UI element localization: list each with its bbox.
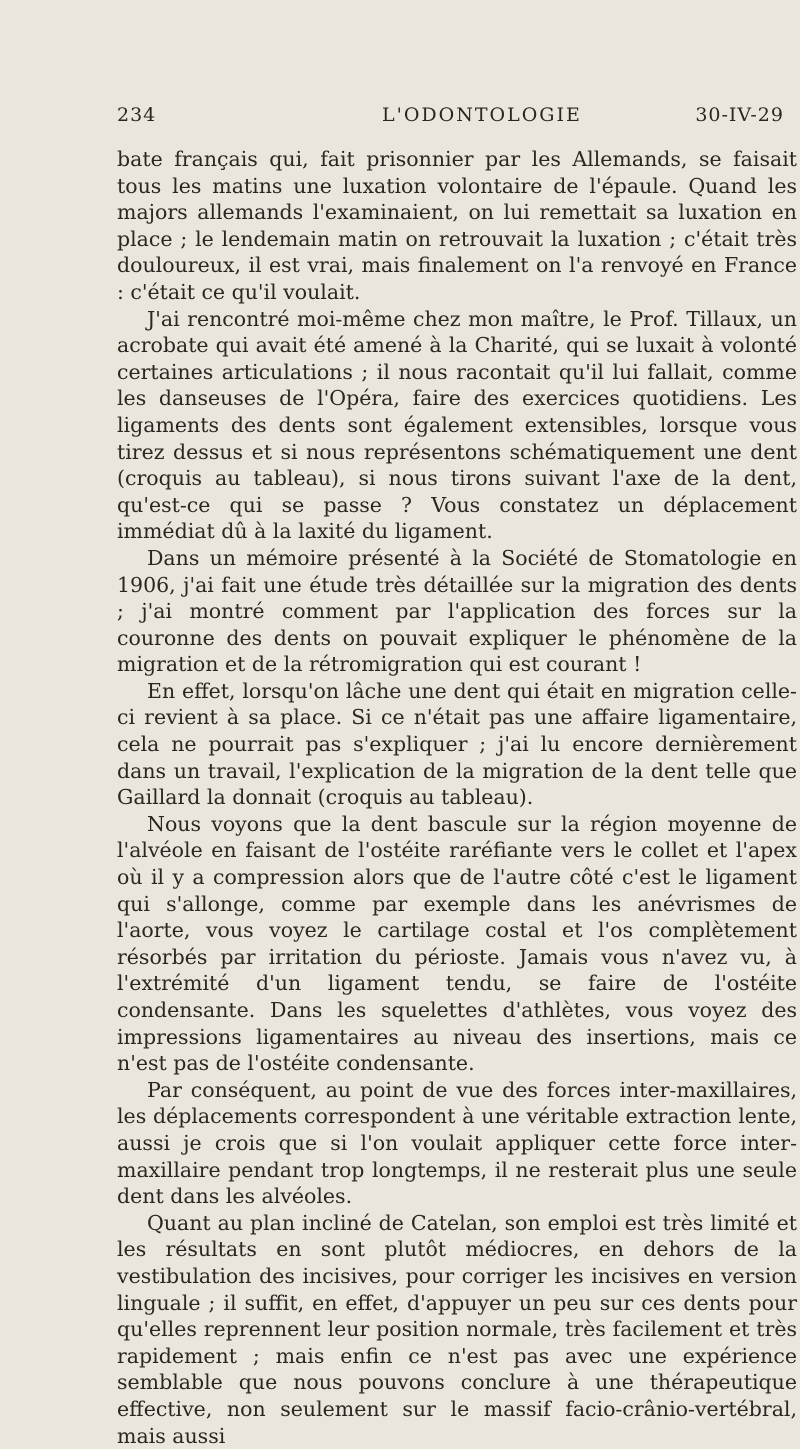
paragraph-6: Par conséquent, au point de vue des forces inter-maxillaires, les déplacements correspondent à une véritable extraction lente, aussi je crois que si l'on voulait appliquer cette force inter-maxillaire pendant trop longtemps, il ne resterait plus une seule dent dans les alvéoles. <box>117 1077 797 1209</box>
paragraph-3: Dans un mémoire présenté à la Société de Stomatologie en 1906, j'ai fait une étude très détaillée sur la migration des dents ; j'ai montré comment par l'application des forces sur la couronne des dents on pouvait expliquer le phénomène de la migration et de la rétromigration qui est courant ! <box>117 545 797 677</box>
issue-date: 30-IV-29 <box>695 104 784 126</box>
page-number: 234 <box>117 104 157 126</box>
journal-title: L'ODONTOLOGIE <box>382 104 582 126</box>
paragraph-7: Quant au plan incliné de Catelan, son emploi est très limité et les résultats en sont plutôt médiocres, en dehors de la vestibulation des incisives, pour corriger les incisives en version linguale ; il suffit, en effet, d'appuyer un peu sur ces dents pour qu'elles reprennent leur position normale, très facilement et très rapidement ; mais enfin ce n'est pas avec une expérience semblable que nous pouvons conclure à une thérapeutique effective, non seulement sur le massif facio-crânio-vertébral, mais aussi <box>117 1210 797 1448</box>
paragraph-1: bate français qui, fait prisonnier par les Allemands, se faisait tous les matins une luxation volontaire de l'épaule. Quand les majors allemands l'examinaient, on lui remettait sa luxation en place ; le lendemain matin on retrouvait la luxation ; c'était très douloureux, il est vrai, mais finalement on l'a renvoyé en France : c'était ce qu'il voulait. <box>117 147 797 304</box>
body-text <box>117 146 797 1449</box>
paragraph-4: En effet, lorsqu'on lâche une dent qui était en migration celle-ci revient à sa place. Si ce n'était pas une affaire ligamentaire, cela ne pourrait pas s'expliquer ; j'ai lu encore dernièrement dans un travail, l'explication de la migration de la dent telle que Gaillard la donnait (croquis au tableau). <box>117 678 797 810</box>
paragraph-5: Nous voyons que la dent bascule sur la région moyenne de l'alvéole en faisant de l'ostéite raréfiante vers le collet et l'apex où il y a compression alors que de l'autre côté c'est le ligament qui s'allonge, comme par exemple dans les anévrismes de l'aorte, vous voyez le cartilage costal et l'os complètement résorbés par irritation du périoste. Jamais vous n'avez vu, à l'extrémité d'un ligament tendu, se faire de l'ostéite condensante. Dans les squelettes d'athlètes, vous voyez des impressions ligamentaires au niveau des insertions, mais ce n'est pas de l'ostéite condensante. <box>117 811 797 1076</box>
paragraph-2: J'ai rencontré moi-même chez mon maître, le Prof. Tillaux, un acrobate qui avait été amené à la Charité, qui se luxait à volonté certaines articulations ; il nous racontait qu'il lui fallait, comme les danseuses de l'Opéra, faire des exercices quotidiens. Les ligaments des dents sont également extensibles, lorsque vous tirez dessus et si nous représentons schématiquement une dent (croquis au tableau), si nous tirons suivant l'axe de la dent, qu'est-ce qui se passe ? Vous constatez un déplacement immédiat dû à la laxité du ligament. <box>117 306 797 544</box>
running-header <box>117 104 784 134</box>
